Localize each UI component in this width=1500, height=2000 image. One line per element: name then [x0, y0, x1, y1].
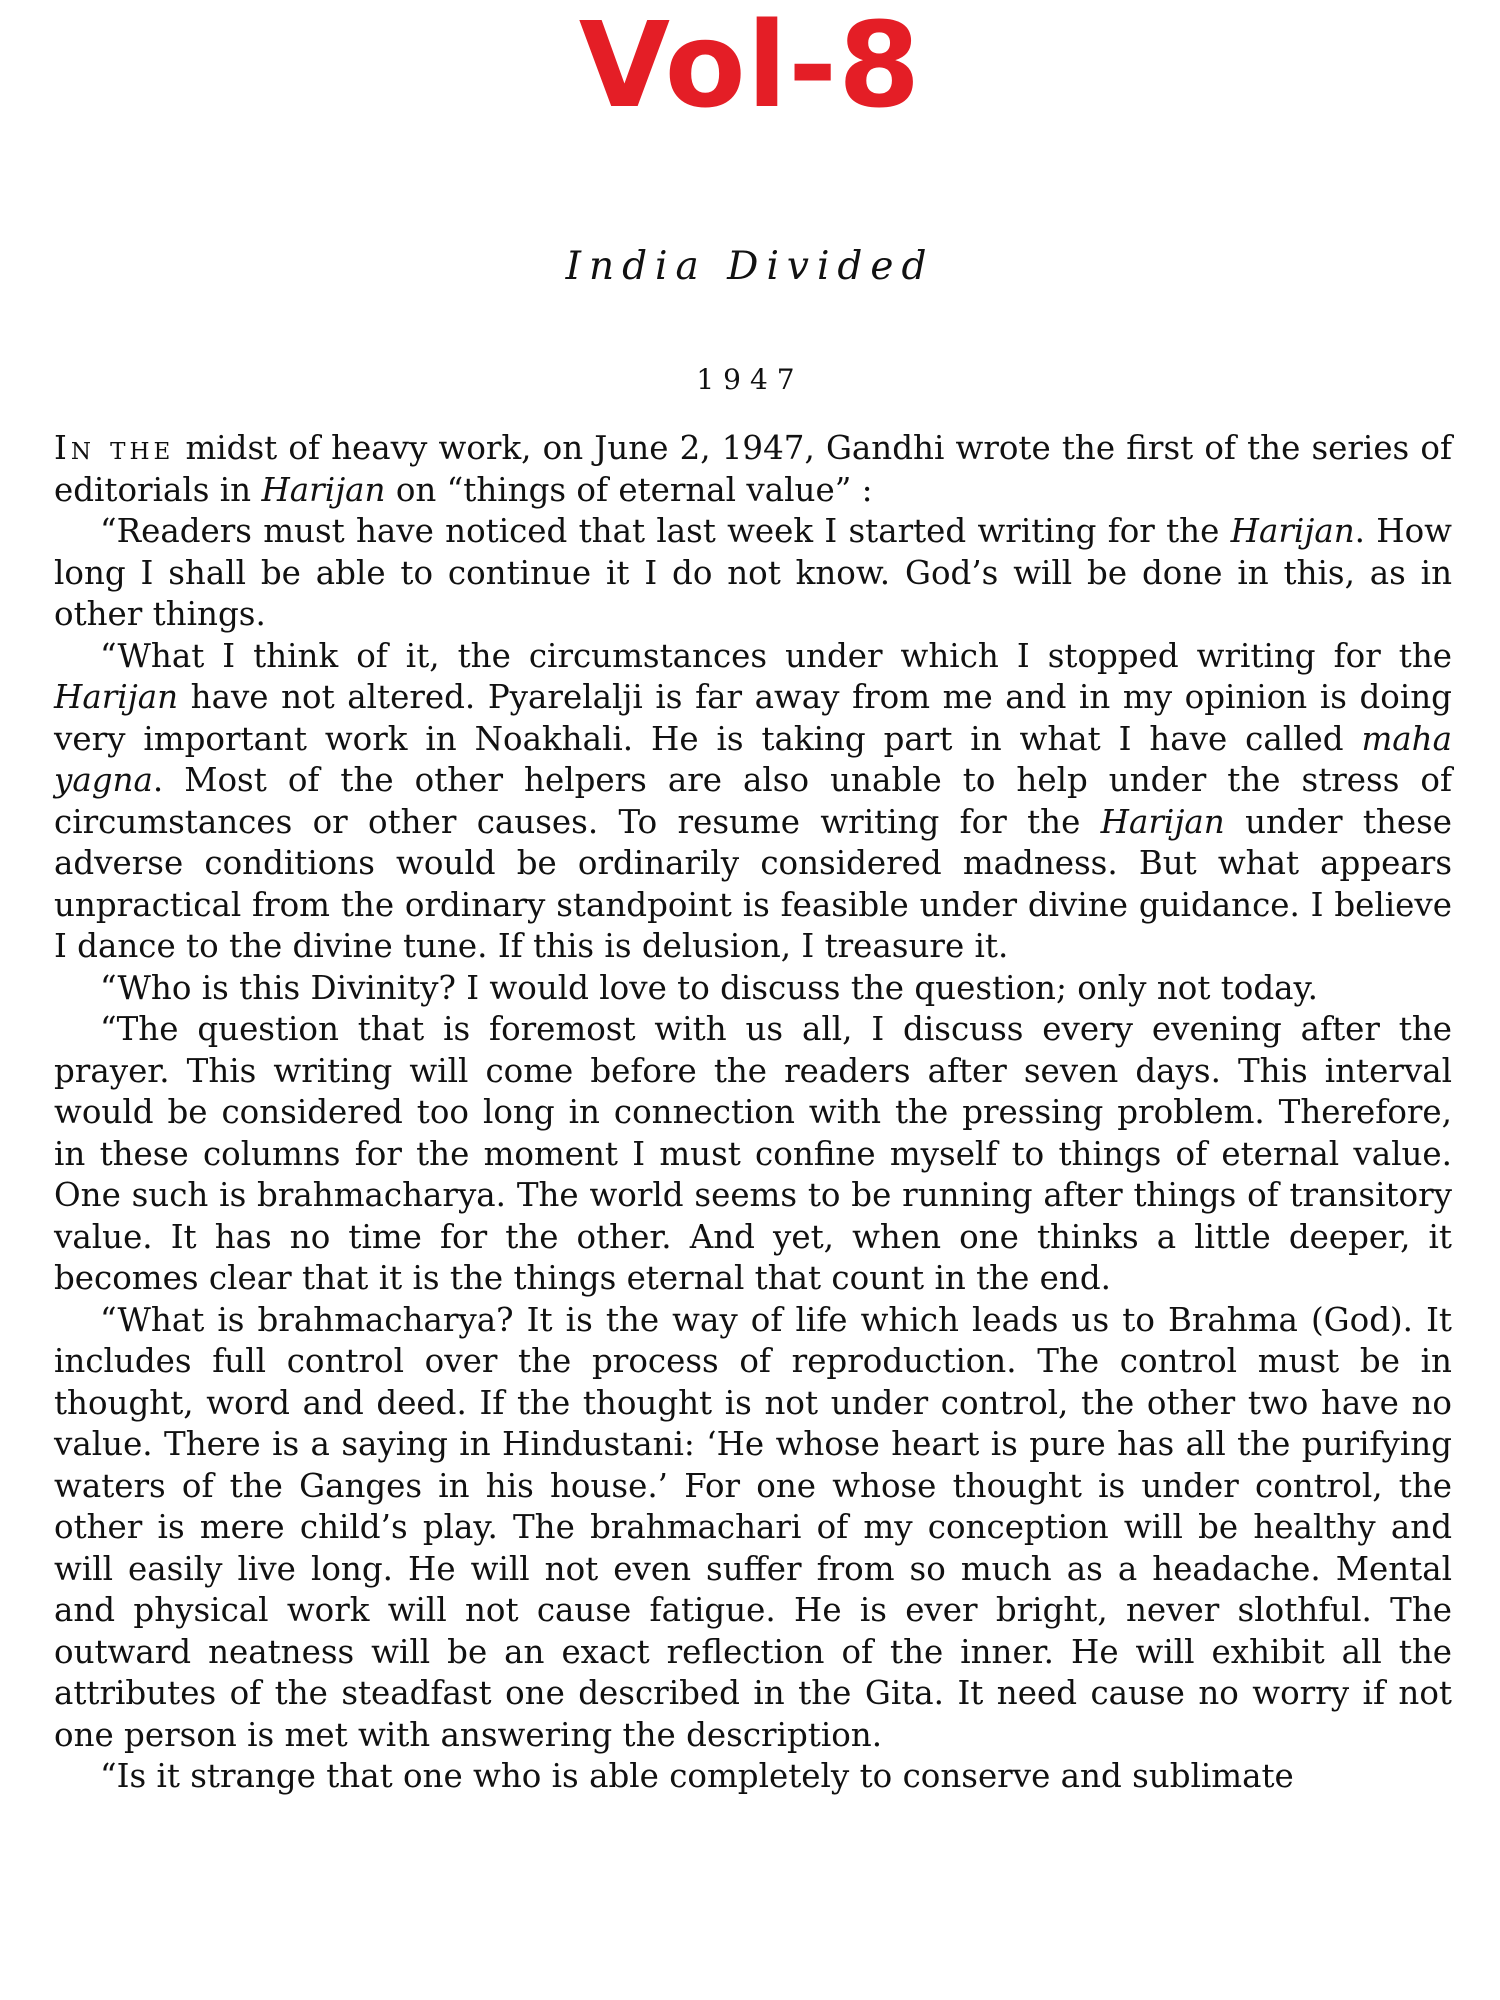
- paragraph-1: [54, 511, 1452, 636]
- chapter-year: 1947: [696, 363, 804, 396]
- paragraph-5: “What is brahmacharya? It is the way of life which leads us to Brahma (God). It includes full control over the process of reproduction. The control must be in thought, word and deed. If the thought is not under control, the other two have no value. There is a saying in Hindustani: ‘He whose heart is pure has all the purifying waters of the Ganges in his house.’ For one whose thought is under control, the other is mere child’s play. The brahmachari of my conception will be healthy and will easily live long. He will not even suffer from so much as a headache. Mental and physical work will not cause fatigue. He is ever bright, never slothful. The outward neatness will be an exact reflection of the inner. He will exhibit all the attributes of the steadfast one described in the Gita. It need cause no worry if not one person is met with answering the description.: [54, 1300, 1452, 1754]
- paragraph-1-text-a: “Readers must have noticed that last week I started writing for the: [100, 512, 1231, 550]
- intro-text: midst of heavy work, on June 2, 1947, Gandhi wrote the first of the series of editorials in: [54, 429, 1452, 509]
- intro-paragraph: [54, 428, 1452, 511]
- paragraph-2-italic-c: Harijan: [1100, 802, 1225, 841]
- intro-lead: In the: [54, 429, 175, 467]
- body-text: [54, 428, 1452, 1798]
- intro-text-end: on “things of eternal value” :: [385, 470, 873, 509]
- paragraph-1-text-b: . How long I shall be able to continue it I do not know. God’s will be done in this, as in other things.: [54, 512, 1452, 633]
- paragraph-2-italic-b: maha yagna: [54, 719, 1452, 799]
- paragraph-2: [54, 636, 1452, 968]
- intro-italic: Harijan: [261, 470, 386, 509]
- paragraph-2-text-b: have not altered. Pyarelalji is far away from me and in my opinion is doing very important work in Noakhali. He is taking part in what I have called: [54, 678, 1452, 758]
- chapter-title: India Divided: [565, 244, 935, 289]
- paragraph-6: “Is it strange that one who is able completely to conserve and sublimate: [100, 1757, 1294, 1795]
- paragraph-2-text-d: under these adverse conditions would be ordinarily considered madness. But what appears unpractical from the ordinary standpoint is feasible under divine guidance. I believe I dance to the divine tune. If this is delusion, I treasure it.: [54, 802, 1452, 965]
- paragraph-1-italic: Harijan: [1230, 512, 1355, 550]
- paragraph-2-text-a: “What I think of it, the circumstances under which I stopped writing for the: [100, 636, 1452, 675]
- paragraph-4: “The question that is foremost with us all, I discuss every evening after the prayer. This writing will come before the readers after seven days. This interval would be considered too long in connection with the pressing problem. Therefore, in these columns for the moment I must confine myself to things of eternal value. One such is brahmacharya. The world seems to be running after things of transitory value. It has no time for the other. And yet, when one thinks a little deeper, it becomes clear that it is the things eternal that count in the end.: [54, 1010, 1452, 1297]
- paragraph-2-italic-a: Harijan: [54, 678, 179, 716]
- paragraph-2-text-c: . Most of the other helpers are also unable to help under the stress of circumstances or other causes. To resume writing for the: [54, 761, 1452, 841]
- paragraph-3: “Who is this Divinity? I would love to discuss the question; only not today.: [100, 968, 1318, 1007]
- volume-banner: Vol-8: [578, 0, 922, 134]
